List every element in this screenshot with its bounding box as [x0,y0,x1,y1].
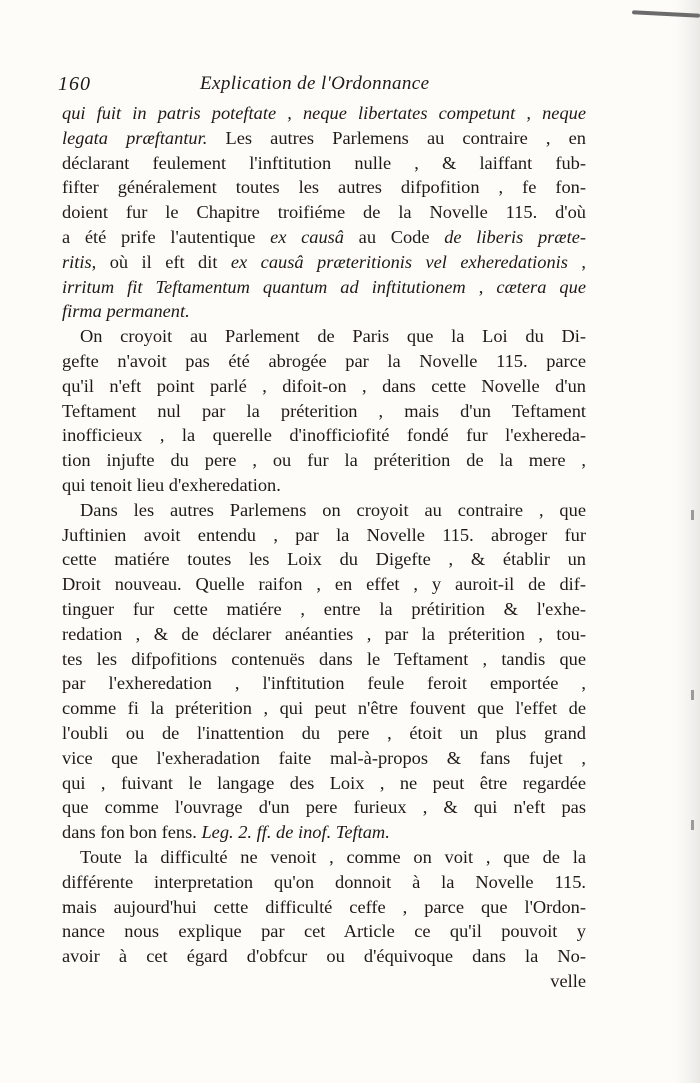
text-segment: a été prife l'autentique [62,226,271,247]
text-line [62,126,586,151]
text-segment: différente interpretation qu'on donnoit à la Novelle 115. [62,871,586,892]
running-title: Explication de l'Ordonnance [200,73,430,94]
text-line [62,299,586,324]
text-segment: déclarant feulement l'inftitution nulle , & laiffant fub- [62,152,586,173]
text-segment: gefte n'avoit pas été abrogée par la Novelle 115. parce [62,350,586,371]
text-segment: qui tenoit lieu d'exheredation. [62,474,281,495]
italic-text: firma permanent. [62,301,190,322]
text-line [62,448,586,473]
text-line [62,721,586,746]
page-header [58,73,584,99]
text-segment: Teftament nul par la préterition , mais d'un Teftament [62,400,586,421]
text-segment: comme fi la préterition , qui peut n'être fouvent que l'effet de [62,698,586,719]
text-line [62,696,586,721]
text-line [62,795,586,820]
text-segment: Toute la difficulté ne venoit , comme on voit , que de la [80,846,586,867]
text-line [62,771,586,796]
text-segment: tinguer fur cette matiére , entre la prétirition & l'exhe- [62,598,586,619]
text-line [62,250,586,275]
text-segment: , [465,276,497,297]
edge-tick [691,820,694,830]
body-text [62,101,586,994]
edge-tick [691,510,694,520]
text-line [62,845,586,870]
text-line [62,399,586,424]
text-line [62,969,586,994]
text-line [62,547,586,572]
text-segment: Droit nouveau. Quelle raifon , en effet , y auroit-il de dif- [62,574,586,595]
facing-page-edge [674,0,700,1083]
text-line [62,374,586,399]
text-line [62,423,586,448]
text-line [62,275,586,300]
text-segment: Dans les autres Parlemens on croyoit au contraire , que [80,499,586,520]
text-line [62,200,586,225]
text-line [62,225,586,250]
text-segment: l'oubli ou de l'inattention du pere , étoit un plus grand [62,722,586,743]
text-line [62,671,586,696]
text-segment: mais aujourd'hui cette difficulté ceffe , parce que l'Ordon- [62,896,586,917]
text-line [62,151,586,176]
edge-tick [691,690,694,700]
text-segment: , où il eft dit [91,251,231,272]
text-line [62,101,586,126]
italic-text: irritum fit Teftamentum quantum ad inftitutionem [62,276,466,297]
text-segment: par l'exheredation , l'inftitution feule feroit emportée , [62,673,586,694]
text-segment: avoir à cet égard d'obfcur ou d'équivoque dans la No- [62,946,586,967]
text-line [62,820,586,845]
text-line [62,498,586,523]
page-number: 160 [58,73,91,95]
text-line [62,175,586,200]
text-segment: que comme l'ouvrage d'un pere furieux , & qui n'eft pas [62,797,586,818]
text-line [62,597,586,622]
text-line [62,870,586,895]
text-segment: On croyoit au Parlement de Paris que la Loi du Di- [80,326,586,347]
text-line [62,473,586,498]
text-segment: nance nous explique par cet Article ce qu'il pouvoit y [62,921,586,942]
text-line [62,523,586,548]
italic-text: qui fuit in patris poteftate , neque libertates competunt , neque [62,103,586,123]
text-line [62,349,586,374]
text-line [62,746,586,771]
text-segment: velle [550,970,586,991]
text-line [62,324,586,349]
text-segment: au Code [344,226,445,247]
text-segment: tes les difpofitions contenuës dans le Teftament , tandis que [62,648,586,669]
italic-text: cætera que [496,276,586,297]
text-line [62,622,586,647]
text-line [62,919,586,944]
text-segment: doient fur le Chapitre troifiéme de la Novelle 115. d'où [62,202,586,223]
text-line [62,647,586,672]
text-segment: Les autres Parlemens au contraire , en [207,127,586,148]
italic-text: ritis [62,251,92,272]
italic-text: ex causâ præteritionis vel exheredationis [230,251,568,272]
text-segment: qui , fuivant le langage des Loix , ne peut être regardée [62,772,586,793]
text-segment: qu'il n'eft point parlé , difoit-on , dans cette Novelle d'un [62,375,586,396]
text-line [62,944,586,969]
text-segment: fifter généralement toutes les autres difpofition , fe fon- [62,177,586,198]
text-segment: dans fon bon fens. [62,822,202,843]
text-line [62,895,586,920]
italic-text: de liberis præte- [444,226,586,247]
italic-text: legata præftantur. [62,127,208,148]
text-segment: Juftinien avoit entendu , par la Novelle 115. abroger fur [62,524,586,545]
text-segment: tion injufte du pere , ou fur la préterition de la mere , [62,450,586,471]
text-line [62,572,586,597]
text-segment: vice que l'exheradation faite mal-à-propos & fans fujet , [62,747,586,768]
text-segment: , [567,251,586,272]
text-segment: cette matiére toutes les Loix du Digefte , & établir un [62,549,586,570]
italic-text: ex causâ [270,226,344,247]
italic-text: Leg. 2. ff. de inof. Teftam. [201,822,390,843]
text-segment: inofficieux , la querelle d'inofficiofité fondé fur l'exhereda- [62,425,586,446]
text-segment: redation , & de déclarer anéanties , par la préterition , tou- [62,623,586,644]
